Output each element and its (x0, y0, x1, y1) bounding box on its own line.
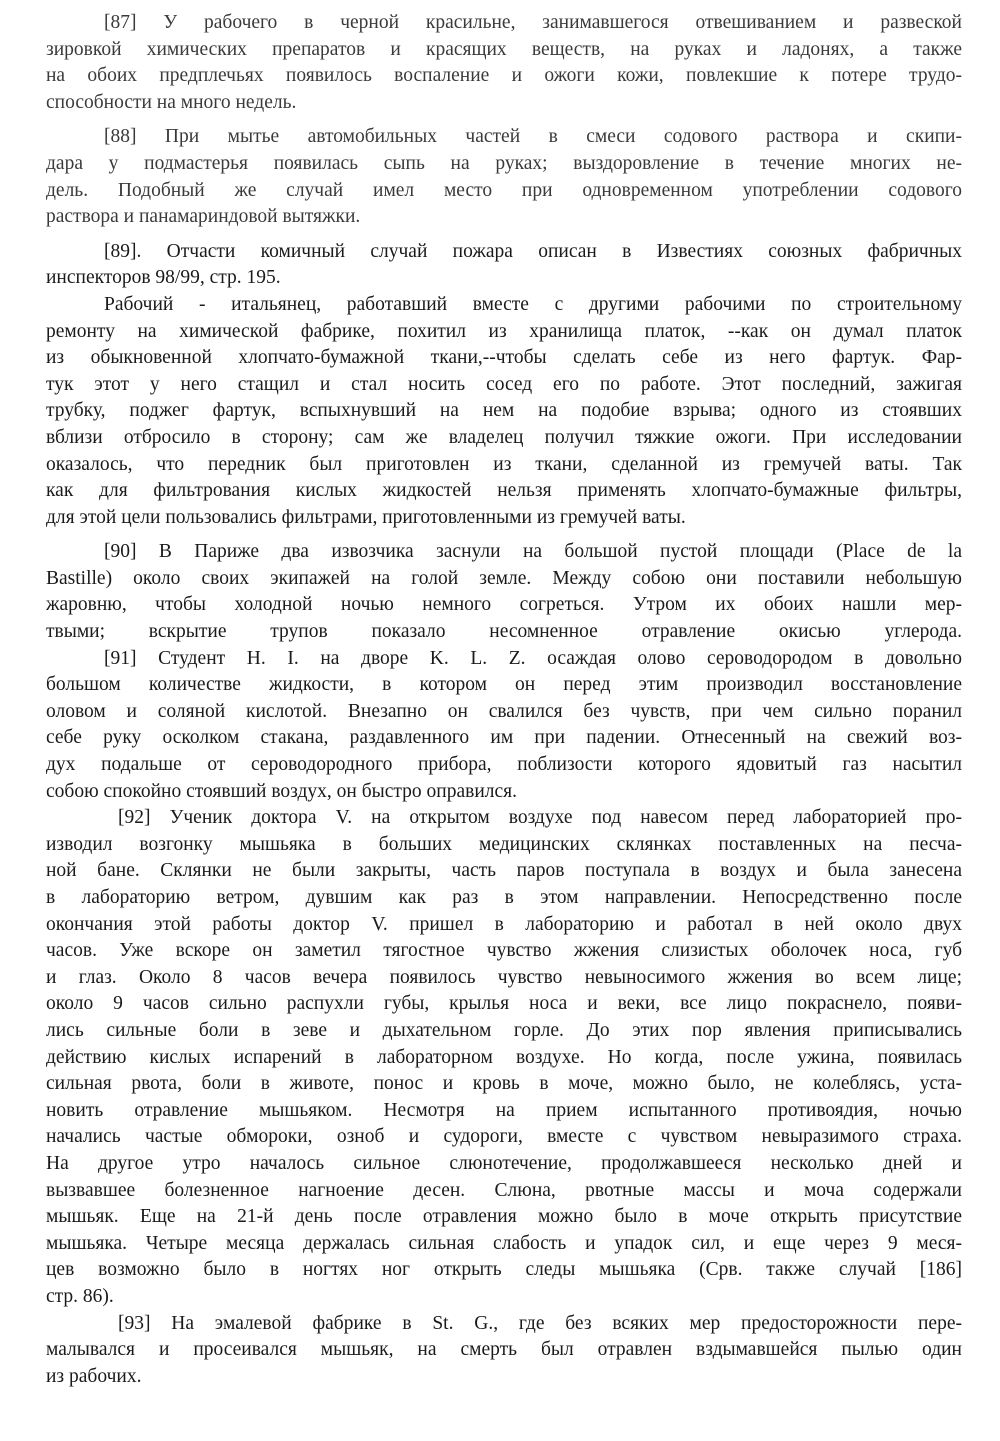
text-line: мышьяка. Четыре месяца держалась сильная слабость и упадок сил, и еще через 9 меся- (46, 1232, 962, 1254)
text-line: из рабочих. (46, 1365, 142, 1387)
text-line: для этой цели пользовались фильтрами, приготовленными из гремучей ваты. (46, 506, 686, 528)
text-line: [90] В Париже два извозчика заснули на большой пустой площади (Place de la (104, 541, 962, 563)
paragraph-89 (46, 239, 962, 292)
text-line: оказалось, что передник был приготовлен из ткани, сделанной из гремучей ваты. Так (46, 453, 962, 475)
text-line: малывался и просеивался мышьяк, на смерть был отравлен вздымавшейся пылью один (46, 1339, 962, 1361)
text-line: Рабочий - итальянец, работавший вместе с другими рабочими по строительному (104, 293, 962, 315)
paragraph-91 (46, 646, 962, 806)
text-line: [91] Студент Н. I. на дворе K. L. Z. осаждая олово сероводородом в довольно (104, 647, 962, 669)
text-line: [93] На эмалевой фабрике в St. G., где без всяких мер предосторожности пере- (118, 1312, 962, 1334)
text-line: [87] У рабочего в черной красильне, занимавшегося отвешиванием и развеской (104, 12, 962, 33)
text-line: около 9 часов сильно распухли губы, крылья носа и веки, все лицо покраснело, появи- (46, 993, 962, 1015)
text-line: изводил возгонку мышьяка в больших медицинских склянках поставленных на песча- (46, 833, 962, 855)
text-line: собою спокойно стоявший воздух, он быстро оправился. (46, 780, 518, 802)
text-line: Bastille) около своих экипажей на голой земле. Между собою они поставили небольшую (46, 567, 962, 589)
text-line: действию кислых испарений в лабораторном воздухе. Но когда, после ужина, появилась (46, 1046, 962, 1068)
text-line: и глаз. Около 8 часов вечера появилось чувство невыносимого жжения во всем лице; (46, 966, 962, 988)
text-line: большом количестве жидкости, в котором он перед этим производил восстановление (46, 674, 962, 696)
text-line: на обоих предплечьях появилось воспаление и ожоги кожи, повлекшие к потере трудо- (46, 65, 962, 87)
book-page (46, 10, 962, 1390)
text-line: дара у подмастерья появилась сыпь на руках; выздоровление в течение многих не- (46, 152, 962, 174)
text-line: в лабораторию ветром, дувшим как раз в этом направлении. Непосредственно после (46, 887, 962, 908)
text-line: часов. Уже вскоре он заметил тягостное чувство жжения слизистых оболочек носа, губ (46, 940, 962, 962)
text-line: из обыкновенной хлопчато-бумажной ткани,--чтобы сделать себе из него фартук. Фар- (46, 347, 962, 369)
text-line: как для фильтрования кислых жидкостей нельзя применять хлопчато-бумажные фильтры, (46, 480, 962, 502)
text-line: На другое утро началось сильное слюнотечение, продолжавшееся несколько дней и (46, 1152, 962, 1174)
text-line: трубку, поджег фартук, вспыхнувший на нем на подобие взрыва; одного из стоявших (46, 400, 962, 422)
text-line: новить отравление мышьяком. Несмотря на прием испытанного противоядия, ночью (46, 1099, 962, 1121)
text-line: сильная рвота, боли в животе, понос и кровь в моче, можно было, не колеблясь, уста- (46, 1073, 962, 1095)
paragraph-88 (46, 124, 962, 230)
text-line: ной бане. Склянки не были закрыты, часть паров поступала в воздух и была занесена (46, 860, 962, 882)
text-line: [88] При мытье автомобильных частей в смеси содового раствора и скипи- (104, 126, 962, 148)
text-line: раствора и панамариндовой вытяжки. (46, 206, 361, 228)
text-line: окончания этой работы доктор V. пришел в лабораторию и работал в ней около двух (46, 913, 962, 935)
text-line: жаровню, чтобы холодной ночью немного согреться. Утром их обоих нашли мер- (46, 594, 962, 616)
text-line: лись сильные боли в зеве и дыхательном горле. До этих пор явления приписывались (46, 1019, 962, 1041)
text-line: твыми; вскрытие трупов показало несомненное отравление окисью углерода. (46, 621, 962, 643)
text-line: дух подальше от сероводородного прибора, поблизости которого ядовитый газ насытил (46, 754, 962, 776)
text-line: ремонту на химической фабрике, похитил из хранилища платок, --как он думал платок (46, 320, 962, 342)
text-line: способности на много недель. (46, 91, 297, 113)
text-line: вызвавшее болезненное нагноение десен. Слюна, рвотные массы и моча содержали (46, 1179, 962, 1201)
text-line: себе руку осколком стакана, раздавленного им при падении. Отнесенный на свежий воз- (46, 727, 962, 749)
text-line: стр. 86). (46, 1285, 114, 1307)
paragraph-92 (46, 805, 962, 1310)
text-line: [92] Ученик доктора V. на открытом воздухе под навесом перед лабораторией про- (118, 807, 962, 829)
text-line: начались частые обмороки, озноб и судороги, вместе с чувством невыразимого страха. (46, 1126, 962, 1148)
paragraph-93 (46, 1311, 962, 1391)
paragraph-90 (46, 539, 962, 645)
text-line: мышьяк. Еще на 21-й день после отравления можно было в моче открыть присутствие (46, 1206, 962, 1228)
text-line: цев возможно было в ногтях ног открыть следы мышьяка (Срв. также случай [186] (46, 1259, 962, 1281)
text-line: инспекторов 98/99, стр. 195. (46, 267, 281, 289)
text-line: дель. Подобный же случай имел место при одновременном употреблении содового (46, 179, 962, 201)
paragraph-87 (46, 10, 962, 116)
text-line: зировкой химических препаратов и красящих веществ, на руках и ладонях, а также (46, 38, 962, 60)
text-line: [89]. Отчасти комичный случай пожара описан в Известиях союзных фабричных (104, 240, 962, 262)
text-line: оловом и соляной кислотой. Внезапно он свалился без чувств, при чем сильно поранил (46, 700, 962, 722)
text-line: тук этот у него стащил и стал носить сосед его по работе. Этот последний, зажигая (46, 373, 962, 395)
paragraph-89-story (46, 292, 962, 531)
text-line: вблизи отбросило в сторону; сам же владелец получил тяжкие ожоги. При исследовании (46, 426, 962, 448)
